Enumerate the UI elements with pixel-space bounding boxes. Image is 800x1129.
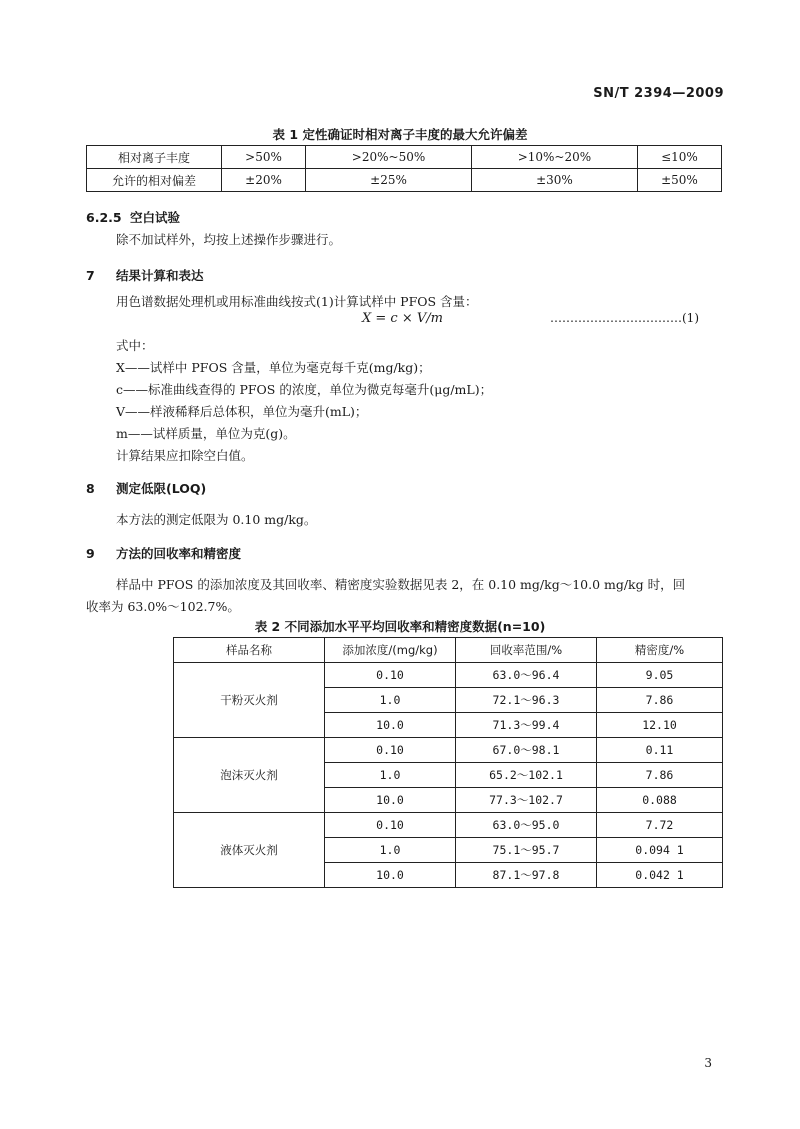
table-cell: >50%: [222, 146, 306, 169]
section-7-heading: [86, 266, 204, 284]
table-cell: 87.1～97.8: [456, 863, 597, 888]
formula-1: X = c × V/m: [362, 311, 443, 326]
table-cell: 77.3～102.7: [456, 788, 597, 813]
formula-number: ……………………………(1): [550, 311, 699, 325]
table-cell: ≤10%: [637, 146, 721, 169]
table-cell: ±20%: [222, 169, 306, 192]
table2: [173, 637, 723, 888]
section-9-body-line1: 样品中 PFOS 的添加浓度及其回收率、精密度实验数据见表 2，在 0.10 mg/kg～10.0 mg/kg 时，回: [116, 577, 686, 592]
table1-caption: 表 1 定性确证时相对离子丰度的最大允许偏差: [272, 127, 528, 142]
table-cell: 7.86: [597, 763, 723, 788]
table2-caption: 表 2 不同添加水平平均回收率和精密度数据(n=10): [254, 619, 546, 634]
section-number: 8: [86, 481, 95, 496]
standard-number: SN/T 2394—2009: [593, 86, 724, 101]
section-9-body-line2: 收率为 63.0%～102.7%。: [86, 599, 240, 614]
table1: [86, 145, 722, 192]
section-title: 测定低限(LOQ): [116, 481, 207, 496]
section-6-2-5-body: 除不加试样外，均按上述操作步骤进行。: [116, 232, 342, 247]
table-cell: 67.0～98.1: [456, 738, 597, 763]
table-cell: 0.10: [325, 663, 456, 688]
table-header: 样品名称: [174, 638, 325, 663]
section-8-heading: [86, 479, 206, 497]
section-title: 方法的回收率和精密度: [116, 546, 242, 561]
table-cell: 71.3～99.4: [456, 713, 597, 738]
table-cell: 允许的相对偏差: [87, 169, 222, 192]
table-cell: 75.1～95.7: [456, 838, 597, 863]
section-9-heading: [86, 544, 241, 562]
table-row: [174, 738, 723, 763]
table-cell: 1.0: [325, 838, 456, 863]
table-cell: 72.1～96.3: [456, 688, 597, 713]
table-cell: 0.094 1: [597, 838, 723, 863]
table-cell: 相对离子丰度: [87, 146, 222, 169]
section-number: 7: [86, 268, 95, 283]
table-cell: ±30%: [471, 169, 637, 192]
table-cell: 1.0: [325, 763, 456, 788]
table-cell: 0.10: [325, 813, 456, 838]
table-cell: 0.088: [597, 788, 723, 813]
sample-name: 液体灭火剂: [174, 813, 325, 888]
definition-v: V——样液稀释后总体积，单位为毫升(mL)；: [116, 404, 368, 419]
table-cell: 0.10: [325, 738, 456, 763]
table-cell: 65.2～102.1: [456, 763, 597, 788]
table-row: [174, 663, 723, 688]
table-cell: 10.0: [325, 863, 456, 888]
section-7-note: 计算结果应扣除空白值。: [116, 448, 254, 463]
section-number: 9: [86, 546, 95, 561]
page-number: 3: [704, 1056, 712, 1070]
table-cell: ±50%: [637, 169, 721, 192]
definition-x: X——试样中 PFOS 含量，单位为毫克每千克(mg/kg)；: [116, 360, 431, 375]
table-cell: 12.10: [597, 713, 723, 738]
sample-name: 泡沫灭火剂: [174, 738, 325, 813]
table-cell: ±25%: [306, 169, 472, 192]
section-number: 6.2.5: [86, 210, 122, 225]
table-cell: 9.05: [597, 663, 723, 688]
table-row: [87, 169, 722, 192]
table-header: 精密度/%: [597, 638, 723, 663]
table-header: 回收率范围/%: [456, 638, 597, 663]
table-cell: 7.86: [597, 688, 723, 713]
table-cell: >20%~50%: [306, 146, 472, 169]
where-label: 式中：: [116, 338, 154, 353]
table-row: [174, 813, 723, 838]
table-cell: 63.0～96.4: [456, 663, 597, 688]
definition-c: c——标准曲线查得的 PFOS 的浓度，单位为微克每毫升(μg/mL)；: [116, 382, 493, 397]
section-title: 空白试验: [130, 210, 181, 225]
table-cell: >10%~20%: [471, 146, 637, 169]
table-cell: 1.0: [325, 688, 456, 713]
section-6-2-5-heading: [86, 208, 180, 226]
section-title: 结果计算和表达: [116, 268, 204, 283]
table-cell: 63.0～95.0: [456, 813, 597, 838]
section-8-body: 本方法的测定低限为 0.10 mg/kg。: [116, 512, 317, 527]
table-row: [87, 146, 722, 169]
table-cell: 10.0: [325, 713, 456, 738]
section-7-intro: 用色谱数据处理机或用标准曲线按式(1)计算试样中 PFOS 含量：: [116, 294, 478, 309]
table-cell: 7.72: [597, 813, 723, 838]
definition-m: m——试样质量，单位为克(g)。: [116, 426, 296, 441]
table-cell: 0.11: [597, 738, 723, 763]
table-header-row: [174, 638, 723, 663]
sample-name: 干粉灭火剂: [174, 663, 325, 738]
table-cell: 10.0: [325, 788, 456, 813]
table-cell: 0.042 1: [597, 863, 723, 888]
table-header: 添加浓度/(mg/kg): [325, 638, 456, 663]
